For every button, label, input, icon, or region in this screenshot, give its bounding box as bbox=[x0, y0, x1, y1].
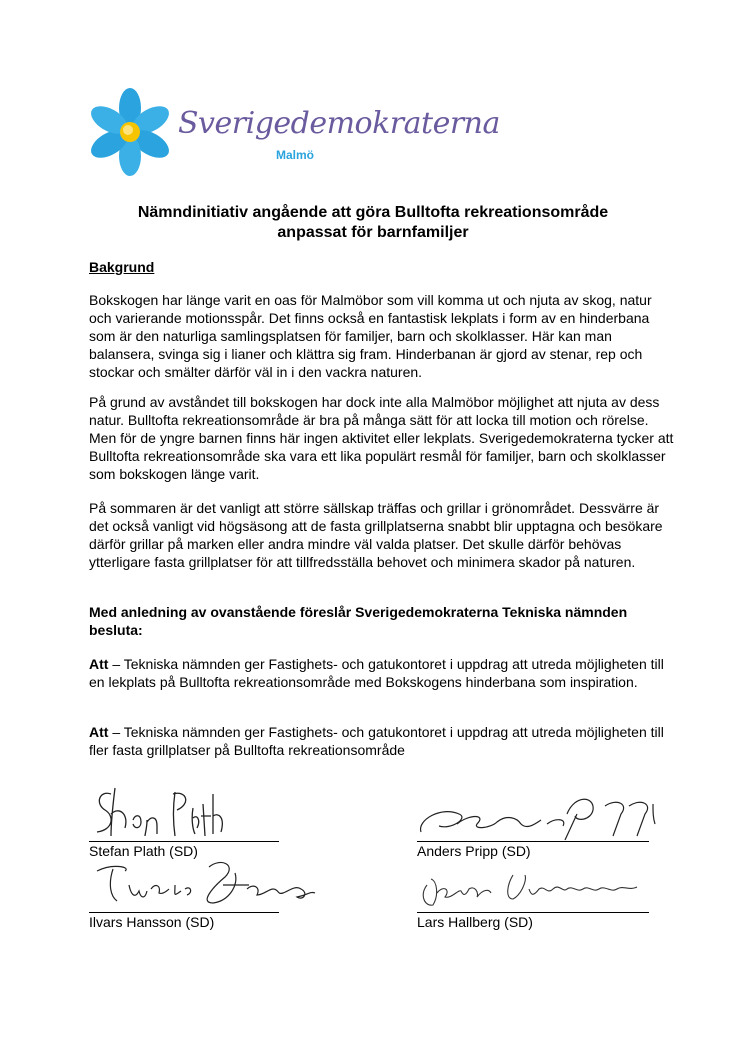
paragraph-2: På grund av avståndet till bokskogen har dock inte alla Malmöbor möjlighet att njuta av dess natur. Bulltofta rekreationsområde är bra på många sätt för att locka till motion och rörelse. Men för de yngre barnen finns här ingen aktivitet eller lekplats. Sverigedemokraterna tycker att Bulltofta rekreationsområde ska vara ett lika populärt resmål för familjer, barn och skolklasser som bokskogen länge varit. bbox=[89, 394, 674, 482]
signature-image bbox=[89, 855, 319, 913]
flower-icon bbox=[86, 86, 176, 176]
paragraph-3: På sommaren är det vanligt att större sällskap träffas och grillar i grönområdet. Dessvärre är det också vanligt vid högsäsong att de fasta grillplatserna snabbt blir upptagna och besökare därför grillar på marken eller andra mindre väl valda platser. Det skulle därför behövas ytterligare fasta grillplatser för att tillfredsställa behovet och minimera skador på naturen. bbox=[89, 500, 663, 570]
signature-image bbox=[417, 855, 657, 913]
signature-line bbox=[89, 912, 279, 913]
signatory-name: Lars Hallberg (SD) bbox=[417, 914, 533, 930]
signature-image bbox=[417, 784, 667, 842]
signature-line bbox=[89, 841, 279, 842]
att-word: Att bbox=[89, 656, 109, 672]
motion-intro: Med anledning av ovanstående föreslår Sverigedemokraterna Tekniska nämnden besluta: bbox=[89, 604, 628, 638]
document-title bbox=[60, 203, 686, 243]
party-logo bbox=[86, 86, 500, 176]
signatory-name: Stefan Plath (SD) bbox=[89, 843, 198, 859]
logo-city: Malmö bbox=[276, 148, 315, 162]
att-word: Att bbox=[89, 724, 109, 740]
logo-wordmark: Sverigedemokraterna bbox=[178, 106, 500, 141]
att-item-2 bbox=[89, 723, 674, 759]
signatory-name: Anders Pripp (SD) bbox=[417, 843, 531, 859]
signature-block bbox=[89, 855, 339, 930]
signature-image bbox=[89, 784, 239, 842]
signatory-name: Ilvars Hansson (SD) bbox=[89, 914, 215, 930]
title-line-2: anpassat för barnfamiljer bbox=[277, 224, 469, 241]
signature-line bbox=[417, 841, 649, 842]
paragraph-1: Bokskogen har länge varit en oas för Malmöbor som vill komma ut och njuta av skog, natur och varierande motionsspår. Det finns också en fantastisk lekplats i form av en hinderbana som är den naturliga samlingsplatsen för familjer, barn och skolklasser. Här kan man balansera, svinga sig i lianer och klättra sig fram. Hinderbanan är gjord av stenar, rep och stockar och smälter därför väl in i den vackra naturen. bbox=[89, 292, 652, 380]
att-text: – Tekniska nämnden ger Fastighets- och gatukontoret i uppdrag att utreda möjligheten till fler fasta grillplatser på Bulltofta rekreationsområde bbox=[89, 724, 664, 758]
signature-block bbox=[417, 855, 667, 930]
signature-block bbox=[417, 784, 667, 859]
section-heading: Bakgrund bbox=[89, 259, 155, 275]
att-text: – Tekniska nämnden ger Fastighets- och gatukontoret i uppdrag att utreda möjligheten till en lekplats på Bulltofta rekreationsområde med Bokskogens hinderbana som inspiration. bbox=[89, 656, 664, 690]
signature-line bbox=[417, 912, 649, 913]
title-line-1: Nämndinitiativ angående att göra Bulltofta rekreationsområde bbox=[137, 204, 609, 221]
att-item-1 bbox=[89, 655, 674, 691]
signature-block bbox=[89, 784, 339, 859]
